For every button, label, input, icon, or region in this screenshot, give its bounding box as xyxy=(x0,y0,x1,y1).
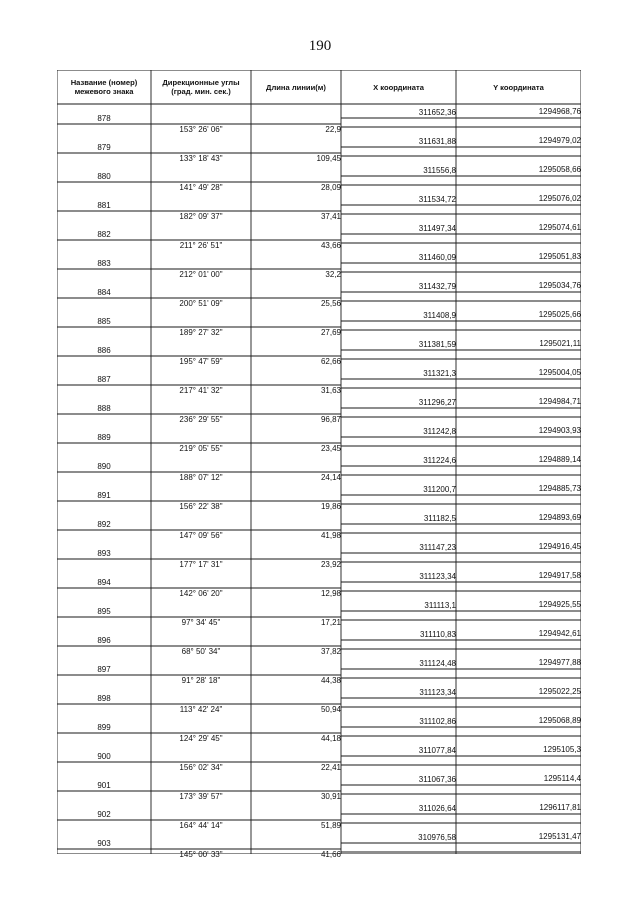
direction-angle: 153° 26' 06" xyxy=(179,125,223,134)
x-coordinate: 310976,58 xyxy=(418,833,456,842)
line-length: 109,45 xyxy=(316,154,341,163)
x-coordinate: 311067,36 xyxy=(418,775,456,784)
point-name: 901 xyxy=(97,781,111,790)
direction-angle: 217° 41' 32" xyxy=(179,386,223,395)
y-coordinate: 1295004,05 xyxy=(538,368,581,377)
direction-angle: 91° 28' 18" xyxy=(181,676,221,685)
line-length: 17,21 xyxy=(320,618,341,627)
direction-angle: 219° 05' 55" xyxy=(179,444,223,453)
line-length: 44,38 xyxy=(320,676,341,685)
line-length: 96,87 xyxy=(320,415,341,424)
y-coordinate: 1295074,61 xyxy=(538,223,581,232)
line-length: 23,92 xyxy=(320,560,341,569)
x-coordinate: 311652,36 xyxy=(418,108,456,117)
y-coordinate: 1295025,66 xyxy=(538,310,581,319)
header-y: Y координата xyxy=(493,82,544,92)
point-name: 902 xyxy=(97,810,111,819)
x-coordinate: 311242,8 xyxy=(423,427,456,436)
line-length: 30,91 xyxy=(320,792,341,801)
x-coordinate: 311381,59 xyxy=(418,340,456,349)
line-length: 37,41 xyxy=(320,212,341,221)
x-coordinate: 311497,34 xyxy=(418,224,456,233)
line-length: 22,9 xyxy=(325,125,341,134)
point-name: 897 xyxy=(97,665,111,674)
coordinates-table xyxy=(57,70,581,859)
direction-angle: 145° 00' 33" xyxy=(179,850,223,859)
point-name: 893 xyxy=(97,549,111,558)
point-name: 895 xyxy=(97,607,111,616)
y-coordinate: 1294889,14 xyxy=(538,455,581,464)
direction-angle: 156° 02' 34" xyxy=(179,763,223,772)
y-coordinate: 1294968,76 xyxy=(538,107,581,116)
line-length: 50,94 xyxy=(320,705,341,714)
direction-angle: 68° 50' 34" xyxy=(181,647,221,656)
y-coordinate: 1295058,66 xyxy=(538,165,581,174)
y-coordinate: 1294979,02 xyxy=(538,136,581,145)
direction-angle: 147° 09' 56" xyxy=(179,531,223,540)
line-length: 32,2 xyxy=(325,270,341,279)
point-name: 883 xyxy=(97,259,111,268)
x-coordinate: 311224,6 xyxy=(423,456,456,465)
x-coordinate: 311110,83 xyxy=(419,630,456,639)
line-length: 37,82 xyxy=(320,647,341,656)
point-name: 882 xyxy=(97,230,111,239)
point-name: 891 xyxy=(97,491,111,500)
point-name: 878 xyxy=(97,114,111,123)
header-angle: Дирекционные углы (град. мин. сек.) xyxy=(162,78,240,96)
y-coordinate: 1294925,55 xyxy=(538,600,581,609)
line-length: 41,98 xyxy=(320,531,341,540)
y-coordinate: 1296117,81 xyxy=(539,803,581,812)
x-coordinate: 311408,9 xyxy=(423,311,456,320)
y-coordinate: 1294942,61 xyxy=(538,629,581,638)
point-name: 881 xyxy=(97,201,111,210)
direction-angle: 164° 44' 14" xyxy=(179,821,223,830)
x-coordinate: 311296,27 xyxy=(418,398,456,407)
line-length: 25,56 xyxy=(320,299,341,308)
x-coordinate: 311182,5 xyxy=(423,514,456,523)
direction-angle: 156° 22' 38" xyxy=(179,502,223,511)
point-name: 886 xyxy=(97,346,111,355)
direction-angle: 173° 39' 57" xyxy=(179,792,223,801)
header-x: X координата xyxy=(373,82,424,92)
x-coordinate: 311026,64 xyxy=(418,804,456,813)
point-name: 879 xyxy=(97,143,111,152)
page-number: 190 xyxy=(308,38,332,54)
x-coordinate: 311123,34 xyxy=(419,572,456,581)
x-coordinate: 311123,34 xyxy=(419,688,456,697)
x-coordinate: 311321,3 xyxy=(423,369,456,378)
y-coordinate: 1294885,73 xyxy=(538,484,581,493)
y-coordinate: 1294893,69 xyxy=(538,513,581,522)
point-name: 890 xyxy=(97,462,111,471)
direction-angle: 188° 07' 12" xyxy=(179,473,223,482)
y-coordinate: 1294977,88 xyxy=(538,658,581,667)
y-coordinate: 1295051,83 xyxy=(538,252,581,261)
line-length: 24,14 xyxy=(320,473,341,482)
y-coordinate: 1294916,45 xyxy=(538,542,581,551)
point-name: 885 xyxy=(97,317,111,326)
x-coordinate: 311113,1 xyxy=(424,601,456,610)
y-coordinate: 1295022,25 xyxy=(538,687,581,696)
point-name: 896 xyxy=(97,636,111,645)
x-coordinate: 311460,09 xyxy=(418,253,456,262)
line-length: 22,41 xyxy=(320,763,341,772)
line-length: 31,63 xyxy=(320,386,341,395)
direction-angle: 195° 47' 59" xyxy=(179,357,223,366)
x-coordinate: 311556,8 xyxy=(423,166,456,175)
x-coordinate: 311631,88 xyxy=(418,137,456,146)
point-name: 888 xyxy=(97,404,111,413)
line-length: 43,66 xyxy=(320,241,341,250)
line-length: 62,66 xyxy=(320,357,341,366)
direction-angle: 211° 26' 51" xyxy=(179,241,223,250)
y-coordinate: 1295105,3 xyxy=(543,745,581,754)
point-name: 903 xyxy=(97,839,111,848)
x-coordinate: 311534,72 xyxy=(418,195,456,204)
direction-angle: 200° 51' 09" xyxy=(179,299,223,308)
x-coordinate: 311124,48 xyxy=(419,659,456,668)
y-coordinate: 1295068,89 xyxy=(538,716,581,725)
x-coordinate: 311432,79 xyxy=(418,282,456,291)
direction-angle: 177° 17' 31" xyxy=(179,560,223,569)
line-length: 41,66 xyxy=(320,850,341,859)
x-coordinate: 311147,23 xyxy=(419,543,456,552)
point-name: 892 xyxy=(97,520,111,529)
y-coordinate: 1295021,11 xyxy=(539,339,581,348)
y-coordinate: 1295034,76 xyxy=(538,281,581,290)
direction-angle: 133° 18' 43" xyxy=(179,154,223,163)
direction-angle: 189° 27' 32" xyxy=(179,328,223,337)
line-length: 28,09 xyxy=(320,183,341,192)
point-name: 889 xyxy=(97,433,111,442)
x-coordinate: 311102,86 xyxy=(419,717,456,726)
y-coordinate: 1295076,02 xyxy=(538,194,581,203)
line-length: 12,98 xyxy=(320,589,341,598)
direction-angle: 236° 29' 55" xyxy=(179,415,223,424)
x-coordinate: 311077,84 xyxy=(418,746,456,755)
direction-angle: 113° 42' 24" xyxy=(179,705,223,714)
point-name: 899 xyxy=(97,723,111,732)
point-name: 898 xyxy=(97,694,111,703)
line-length: 19,86 xyxy=(320,502,341,511)
line-length: 51,89 xyxy=(320,821,341,830)
direction-angle: 182° 09' 37" xyxy=(179,212,223,221)
point-name: 900 xyxy=(97,752,111,761)
y-coordinate: 1295131,47 xyxy=(538,832,581,841)
y-coordinate: 1294917,58 xyxy=(538,571,581,580)
point-name: 887 xyxy=(97,375,111,384)
point-name: 880 xyxy=(97,172,111,181)
line-length: 44,18 xyxy=(320,734,341,743)
direction-angle: 97° 34' 45" xyxy=(181,618,221,627)
line-length: 27,69 xyxy=(320,328,341,337)
point-name: 894 xyxy=(97,578,111,587)
direction-angle: 141° 49' 28" xyxy=(179,183,223,192)
header-name: Название (номер) межевого знака xyxy=(70,78,138,96)
point-name: 884 xyxy=(97,288,111,297)
y-coordinate: 1295114,4 xyxy=(543,774,581,783)
direction-angle: 212° 01' 00" xyxy=(179,270,223,279)
direction-angle: 142° 06' 20" xyxy=(179,589,223,598)
y-coordinate: 1294984,71 xyxy=(538,397,581,406)
header-length: Длина линии(м) xyxy=(266,82,326,92)
line-length: 23,45 xyxy=(320,444,341,453)
direction-angle: 124° 29' 45" xyxy=(179,734,223,743)
x-coordinate: 311200,7 xyxy=(423,485,456,494)
y-coordinate: 1294903,93 xyxy=(538,426,581,435)
